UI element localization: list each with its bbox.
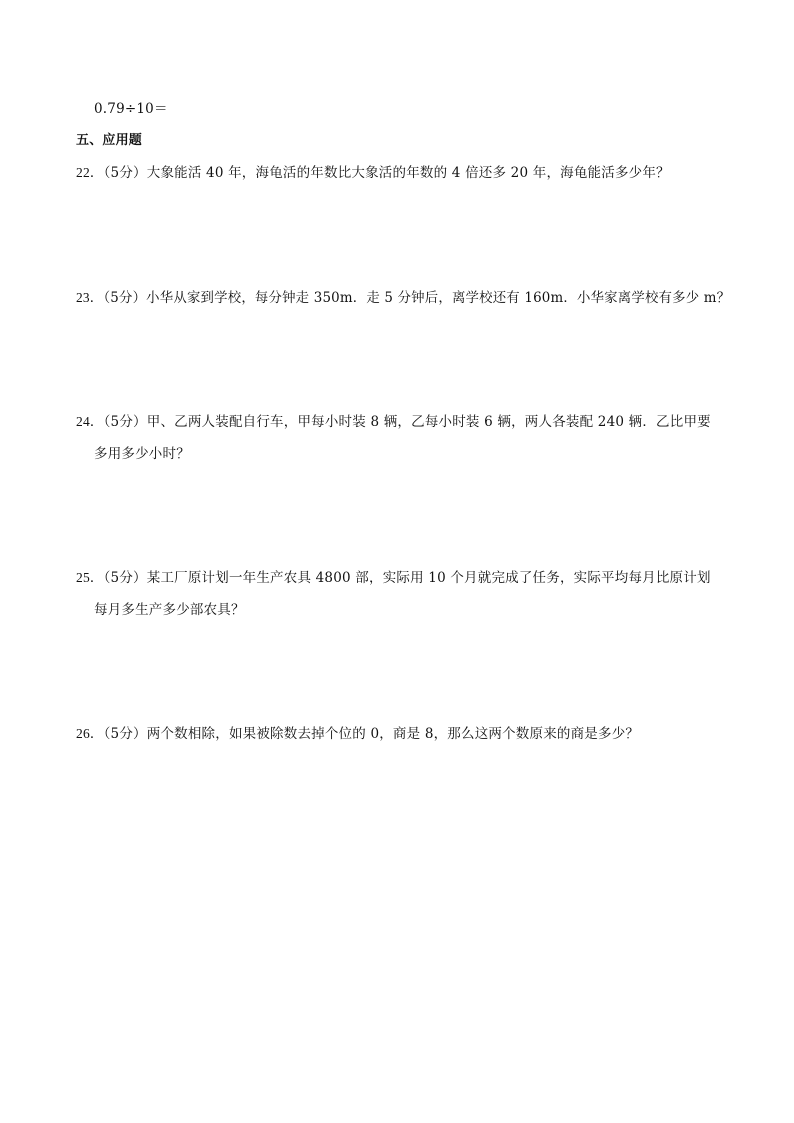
question-text: 甲、乙两人装配自行车，甲每小时装 8 辆，乙每小时装 6 辆，两人各装配 240 辆．乙比甲要 bbox=[146, 414, 711, 430]
question-text: 大象能活 40 年，海龟活的年数比大象活的年数的 4 倍还多 20 年，海龟能活多少年？ bbox=[146, 165, 670, 181]
question-25-continuation: 每月多生产多少部农具？ bbox=[94, 602, 245, 618]
question-22 bbox=[76, 163, 670, 183]
question-number: 23． bbox=[76, 290, 104, 305]
question-number: 26． bbox=[76, 726, 104, 741]
question-24-continuation: 多用多少小时？ bbox=[94, 446, 190, 462]
question-number: 25． bbox=[76, 570, 104, 585]
question-text: 两个数相除，如果被除数去掉个位的 0，商是 8，那么这两个数原来的商是多少？ bbox=[146, 726, 640, 742]
question-24 bbox=[76, 412, 711, 432]
section-title: 五、应用题 bbox=[76, 133, 143, 148]
question-score: （5分） bbox=[103, 414, 147, 430]
question-score: （5分） bbox=[103, 570, 147, 586]
question-score: （5分） bbox=[103, 290, 147, 306]
question-text: 某工厂原计划一年生产农具 4800 部，实际用 10 个月就完成了任务，实际平均每月比原计划 bbox=[146, 570, 711, 586]
question-23 bbox=[76, 288, 730, 308]
question-25 bbox=[76, 568, 711, 588]
question-number: 22． bbox=[76, 165, 104, 180]
prev-item-expression: 0.79÷10＝ bbox=[94, 101, 168, 117]
question-score: （5分） bbox=[103, 726, 147, 742]
question-26 bbox=[76, 724, 639, 744]
question-number: 24． bbox=[76, 414, 104, 429]
question-text: 小华从家到学校，每分钟走 350m．走 5 分钟后，离学校还有 160m．小华家离学校有多少 m？ bbox=[146, 290, 731, 306]
question-score: （5分） bbox=[103, 165, 147, 181]
